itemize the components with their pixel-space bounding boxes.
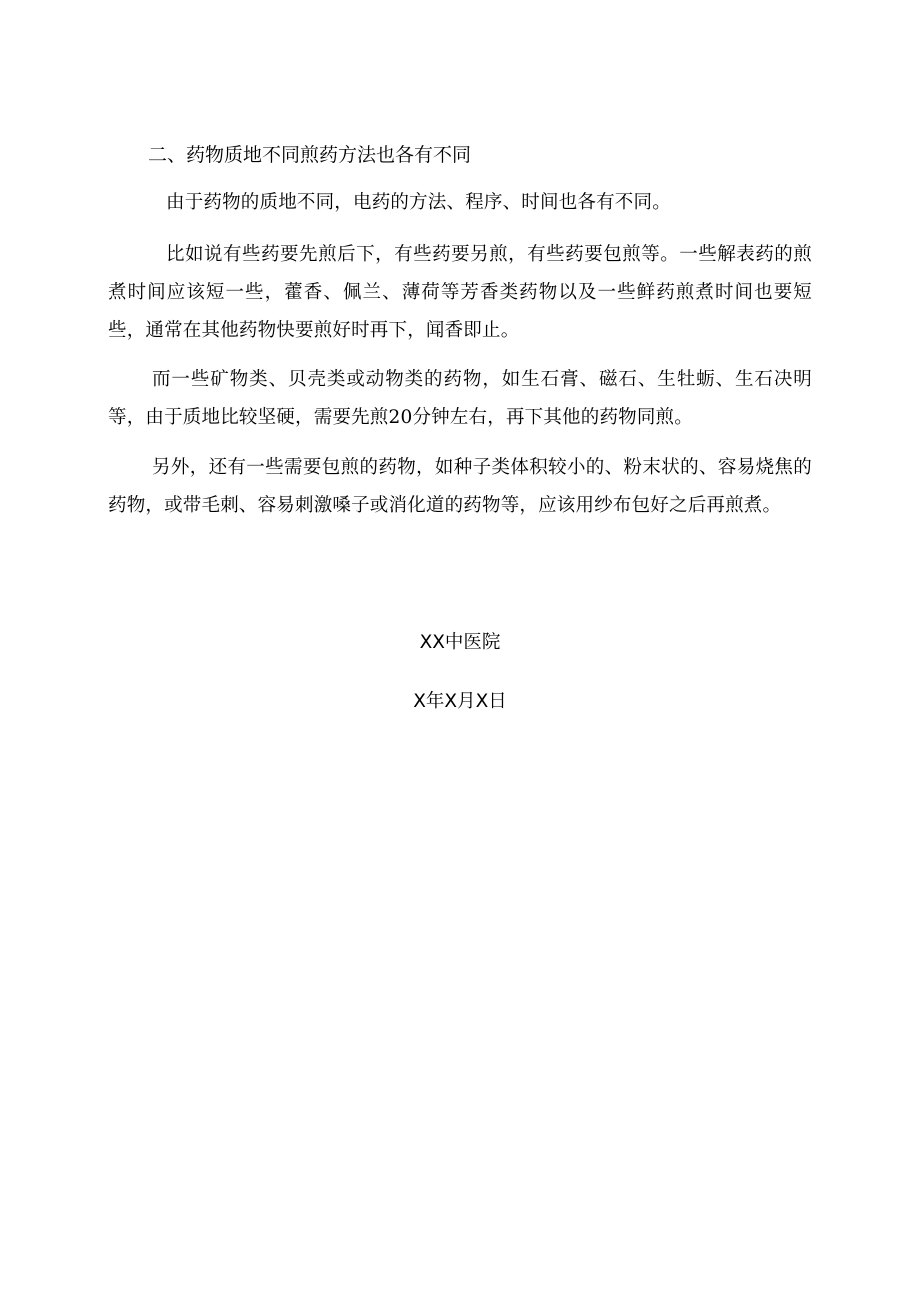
paragraph-4: 另外，还有一些需要包煎的药物，如种子类体积较小的、粉末状的、容易烧焦的药物，或带毛刺、容易刺激嗓子或消化道的药物等，应该用纱布包好之后再煎煮。	[108, 457, 812, 516]
paragraph-3: 而一些矿物类、贝壳类或动物类的药物，如生石膏、磁石、生牡蛎、生石决明等，由于质地比较坚硬，需要先煎20分钟左右，再下其他的药物同煎。	[108, 369, 812, 428]
signature-organization: XX中医院	[419, 632, 501, 653]
section-heading: 二、药物质地不同煎药方法也各有不同	[148, 144, 472, 166]
paragraph-1: 由于药物的质地不同，电药的方法、程序、时间也各有不同。	[166, 192, 671, 213]
signature-date: X年X月X日	[413, 691, 507, 712]
paragraph-2: 比如说有些药要先煎后下，有些药要另煎，有些药要包煎等。一些解表药的煎煮时间应该短一些，藿香、佩兰、薄荷等芳香类药物以及一些鲜药煎煮时间也要短些，通常在其他药物快要煎好时再下，闻香即止。	[108, 244, 812, 341]
document-body	[108, 136, 812, 525]
